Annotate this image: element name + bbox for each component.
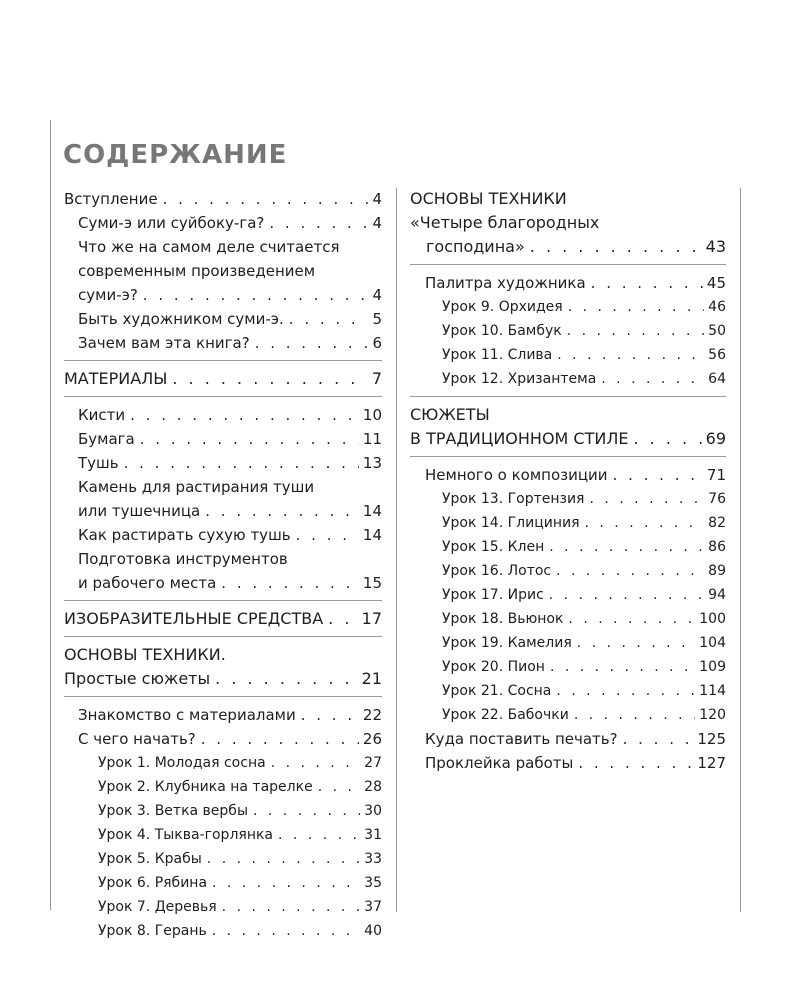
toc-label-line: Подготовка инструментов: [78, 550, 288, 568]
toc-label-line: современным произведением: [78, 262, 316, 280]
toc-label: Зачем вам эта книга?: [78, 334, 250, 352]
toc-entry-multiline[interactable]: [64, 235, 382, 307]
toc-label-line: или тушечница: [78, 502, 201, 520]
toc-column-left: [64, 187, 382, 943]
toc-entry-means[interactable]: [64, 607, 382, 631]
toc-label-line: В ТРАДИЦИОННОМ СТИЛЕ: [410, 429, 629, 448]
left-margin-rule: [50, 120, 51, 910]
toc-lesson[interactable]: [410, 319, 726, 343]
toc-page-number: 104: [699, 635, 726, 651]
dot-leader: [562, 319, 704, 343]
toc-page-number: 31: [364, 827, 382, 843]
column-divider-rule: [396, 188, 397, 912]
toc-page-number: 4: [372, 190, 382, 208]
toc-lesson[interactable]: [64, 799, 382, 823]
toc-entry-intro[interactable]: [64, 187, 382, 211]
toc-label: Урок 11. Слива: [442, 347, 553, 363]
toc-label-line: «Четыре благородных: [410, 213, 600, 232]
toc-label: Бумага: [78, 430, 135, 448]
toc-lesson[interactable]: [410, 583, 726, 607]
dot-leader: [551, 679, 695, 703]
toc-entry-basics[interactable]: [64, 643, 382, 691]
dot-leader: [618, 727, 694, 751]
toc-label: Урок 8. Герань: [98, 923, 207, 939]
toc-label: Тушь: [78, 454, 119, 472]
toc-entry-multiline[interactable]: [64, 547, 382, 595]
toc-entry[interactable]: [410, 271, 726, 295]
dot-leader: [628, 427, 701, 451]
toc-label-line: господина»: [426, 237, 525, 256]
right-margin-rule: [740, 188, 741, 912]
section-divider: [410, 264, 726, 265]
toc-lesson[interactable]: [410, 343, 726, 367]
toc-label: Как растирать сухую тушь: [78, 526, 291, 544]
toc-label: Быть художником суми-э.: [78, 310, 284, 328]
toc-entry[interactable]: [64, 523, 382, 547]
toc-lesson[interactable]: [64, 847, 382, 871]
toc-page-number: 35: [364, 875, 382, 891]
toc-lesson[interactable]: [410, 703, 726, 727]
toc-label: Урок 10. Бамбук: [442, 323, 562, 339]
toc-page-number: 17: [361, 609, 382, 628]
toc-page-number: 28: [364, 779, 382, 795]
dot-leader: [158, 187, 369, 211]
dot-leader: [608, 463, 703, 487]
toc-label: Урок 12. Хризантема: [442, 371, 597, 387]
toc-page-number: 69: [705, 429, 726, 448]
toc-label: Урок 3. Ветка вербы: [98, 803, 248, 819]
toc-label-line: Камень для растирания туши: [78, 478, 315, 496]
dot-leader: [167, 367, 367, 391]
toc-label: МАТЕРИАЛЫ: [64, 369, 168, 388]
toc-entry[interactable]: [410, 463, 726, 487]
toc-entry-materials[interactable]: [64, 367, 382, 391]
toc-entry[interactable]: [64, 331, 382, 355]
dot-leader: [291, 523, 359, 547]
dot-leader: [273, 823, 360, 847]
toc-entry-basics-four[interactable]: [410, 187, 726, 259]
toc-page-number: 14: [362, 502, 382, 520]
toc-page-number: 120: [699, 707, 726, 723]
toc-page-number: 100: [699, 611, 726, 627]
toc-page-number: 114: [699, 683, 726, 699]
toc-lesson[interactable]: [410, 655, 726, 679]
toc-page-number: 40: [364, 923, 382, 939]
section-divider: [410, 396, 726, 397]
toc-lesson[interactable]: [410, 559, 726, 583]
page-title: СОДЕРЖАНИЕ: [63, 140, 288, 170]
toc-label: Урок 19. Камелия: [442, 635, 572, 651]
toc-lesson[interactable]: [64, 775, 382, 799]
dot-leader: [525, 235, 702, 259]
dot-leader: [586, 271, 703, 295]
toc-page-number: 76: [708, 491, 726, 507]
dot-leader: [544, 583, 704, 607]
dot-leader: [119, 451, 359, 475]
section-divider: [64, 696, 382, 697]
toc-column-right: [410, 187, 726, 775]
dot-leader: [207, 919, 360, 943]
dot-leader: [563, 607, 695, 631]
dot-leader: [264, 211, 368, 235]
section-divider: [64, 396, 382, 397]
toc-page-number: 71: [706, 466, 726, 484]
toc-entry[interactable]: [64, 703, 382, 727]
toc-label: ИЗОБРАЗИТЕЛЬНЫЕ СРЕДСТВА: [64, 609, 324, 628]
toc-page-number: 56: [708, 347, 726, 363]
toc-entry[interactable]: [64, 307, 382, 331]
toc-page-number: 26: [362, 730, 382, 748]
dot-leader: [573, 751, 693, 775]
toc-label-line: Что же на самом деле считается: [78, 238, 340, 256]
toc-label-line: суми-э?: [78, 286, 138, 304]
toc-lesson[interactable]: [64, 919, 382, 943]
toc-label-line: Простые сюжеты: [64, 669, 211, 688]
toc-page-number: 86: [708, 539, 726, 555]
toc-lesson[interactable]: [410, 631, 726, 655]
toc-page-number: 22: [362, 706, 382, 724]
toc-label-line: ОСНОВЫ ТЕХНИКИ.: [64, 645, 226, 664]
toc-label: Немного о композиции: [425, 466, 608, 484]
toc-lesson[interactable]: [410, 679, 726, 703]
toc-page-number: 37: [364, 899, 382, 915]
toc-page-number: 13: [362, 454, 382, 472]
toc-label-line: СЮЖЕТЫ: [410, 405, 490, 424]
toc-label: Урок 4. Тыква-горлянка: [98, 827, 274, 843]
section-divider: [64, 360, 382, 361]
dot-leader: [569, 703, 695, 727]
section-divider: [64, 636, 382, 637]
toc-entry[interactable]: [64, 211, 382, 235]
dot-leader: [584, 487, 704, 511]
toc-page-number: 21: [361, 669, 382, 688]
toc-label: Урок 15. Клен: [442, 539, 545, 555]
toc-label: Урок 2. Клубника на тарелке: [98, 779, 313, 795]
toc-label: Урок 9. Орхидея: [442, 299, 563, 315]
toc-lesson[interactable]: [64, 871, 382, 895]
toc-entry[interactable]: [64, 451, 382, 475]
toc-label: Урок 22. Бабочки: [442, 707, 569, 723]
toc-lesson[interactable]: [410, 367, 726, 391]
toc-label: Урок 1. Молодая сосна: [98, 755, 266, 771]
toc-page-number: 109: [699, 659, 726, 675]
toc-lesson[interactable]: [64, 751, 382, 775]
toc-label: Кисти: [78, 406, 126, 424]
toc-page-number: 30: [364, 803, 382, 819]
dot-leader: [284, 307, 369, 331]
dot-leader: [580, 511, 705, 535]
toc-entry-subjects[interactable]: [410, 403, 726, 451]
toc-entry[interactable]: [410, 727, 726, 751]
toc-page-number: 6: [372, 334, 382, 352]
toc-label: Знакомство с материалами: [78, 706, 296, 724]
toc-page-number: 64: [708, 371, 726, 387]
toc-entry[interactable]: [64, 427, 382, 451]
toc-page-number: 46: [708, 299, 726, 315]
toc-page-number: 15: [362, 574, 382, 592]
dot-leader: [248, 799, 360, 823]
toc-label: Урок 6. Рябина: [98, 875, 208, 891]
toc-label: Урок 17. Ирис: [442, 587, 544, 603]
dot-leader: [138, 283, 369, 307]
dot-leader: [200, 499, 359, 523]
dot-leader: [266, 751, 360, 775]
section-divider: [410, 456, 726, 457]
toc-entry[interactable]: [64, 727, 382, 751]
dot-leader: [125, 403, 359, 427]
toc-page-number: 82: [708, 515, 726, 531]
dot-leader: [572, 631, 695, 655]
toc-page-number: 4: [372, 286, 382, 304]
dot-leader: [596, 367, 704, 391]
toc-entry[interactable]: [410, 751, 726, 775]
dot-leader: [202, 847, 360, 871]
dot-leader: [544, 535, 704, 559]
toc-label-line: ОСНОВЫ ТЕХНИКИ: [410, 189, 567, 208]
toc-page-number: 10: [362, 406, 382, 424]
toc-lesson[interactable]: [410, 487, 726, 511]
toc-page-number: 11: [362, 430, 382, 448]
toc-page-number: 125: [697, 730, 726, 748]
dot-leader: [551, 559, 704, 583]
toc-page-number: 43: [705, 237, 726, 256]
toc-label: Урок 16. Лотос: [442, 563, 552, 579]
toc-label: Палитра художника: [425, 274, 586, 292]
toc-page-number: 7: [371, 369, 382, 388]
section-divider: [64, 600, 382, 601]
dot-leader: [207, 871, 360, 895]
toc-page-number: 89: [708, 563, 726, 579]
dot-leader: [250, 331, 369, 355]
toc-label: Суми-э или суйбоку-га?: [78, 214, 265, 232]
toc-label: Урок 7. Деревья: [98, 899, 217, 915]
toc-lesson[interactable]: [410, 607, 726, 631]
dot-leader: [552, 343, 704, 367]
dot-leader: [217, 895, 361, 919]
toc-label: Урок 14. Глициния: [442, 515, 580, 531]
dot-leader: [135, 427, 359, 451]
dot-leader: [216, 571, 359, 595]
dot-leader: [323, 607, 357, 631]
toc-lesson[interactable]: [410, 535, 726, 559]
toc-label: Урок 13. Гортензия: [442, 491, 585, 507]
toc-label: Проклейка работы: [425, 754, 574, 772]
dot-leader: [296, 703, 359, 727]
dot-leader: [210, 667, 358, 691]
toc-label: Урок 5. Крабы: [98, 851, 202, 867]
toc-lesson[interactable]: [410, 295, 726, 319]
toc-label: С чего начать?: [78, 730, 196, 748]
dot-leader: [563, 295, 704, 319]
toc-lesson[interactable]: [410, 511, 726, 535]
toc-entry[interactable]: [64, 403, 382, 427]
toc-page-number: 14: [362, 526, 382, 544]
toc-page-number: 4: [372, 214, 382, 232]
toc-page-number: 33: [364, 851, 382, 867]
toc-label: Урок 18. Вьюнок: [442, 611, 564, 627]
toc-label: Вступление: [64, 190, 158, 208]
dot-leader: [313, 775, 360, 799]
toc-lesson[interactable]: [64, 823, 382, 847]
toc-entry-multiline[interactable]: [64, 475, 382, 523]
dot-leader: [196, 727, 359, 751]
toc-page-number: 27: [364, 755, 382, 771]
toc-page-number: 5: [372, 310, 382, 328]
toc-label: Урок 21. Сосна: [442, 683, 552, 699]
toc-label: Урок 20. Пион: [442, 659, 545, 675]
dot-leader: [545, 655, 695, 679]
toc-page-number: 45: [706, 274, 726, 292]
toc-label-line: и рабочего места: [78, 574, 217, 592]
toc-page-number: 94: [708, 587, 726, 603]
toc-label: Куда поставить печать?: [425, 730, 618, 748]
toc-page-number: 127: [697, 754, 726, 772]
toc-lesson[interactable]: [64, 895, 382, 919]
toc-page-number: 50: [708, 323, 726, 339]
